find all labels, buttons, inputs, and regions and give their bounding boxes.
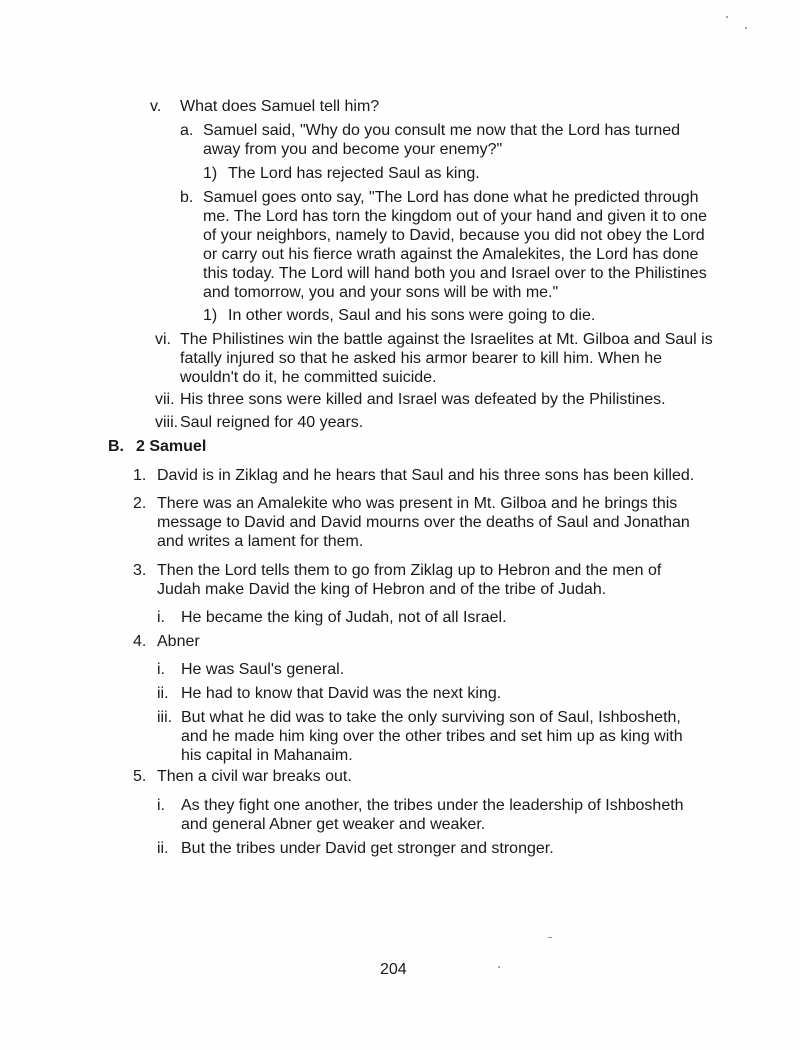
list-item-4-ii (157, 684, 697, 703)
page-number: 204 (380, 961, 407, 978)
list-text: His three sons were killed and Israel was defeated by the Philistines. (180, 391, 666, 408)
scan-speck (745, 27, 747, 29)
list-text: Then the Lord tells them to go from Ziklag up to Hebron and the men of Judah make David the king of Hebron and of the tribe of Judah. (157, 562, 662, 598)
section-heading-2-samuel (108, 437, 206, 456)
list-item-vi (155, 330, 715, 387)
list-text: But what he did was to take the only surviving son of Saul, Ishbosheth, and he made him king over the other tribes and set him up as king with his capital in Mahanaim. (181, 709, 683, 764)
list-text: Abner (157, 633, 200, 650)
list-marker: 1) (203, 307, 218, 324)
list-item-a-1 (203, 164, 713, 183)
list-text: David is in Ziklag and he hears that Saul and his three sons has been killed. (157, 467, 695, 484)
list-marker: 4. (133, 633, 147, 650)
list-item-2 (133, 494, 703, 551)
list-marker: ii. (157, 840, 169, 857)
list-marker: vi. (155, 331, 171, 348)
list-text: Samuel said, "Why do you consult me now that the Lord has turned away from you and become your enemy?" (203, 122, 681, 158)
list-item-v (150, 97, 710, 116)
list-text: He had to know that David was the next king. (181, 685, 502, 702)
list-item-3-i (157, 608, 697, 627)
list-marker: ii. (157, 685, 169, 702)
list-marker: b. (180, 189, 194, 206)
list-item-4 (133, 632, 698, 651)
list-marker: 2. (133, 495, 147, 512)
list-text: He became the king of Judah, not of all Israel. (181, 609, 507, 626)
list-marker: iii. (157, 709, 173, 726)
list-text: The Lord has rejected Saul as king. (228, 165, 480, 182)
list-marker: 1) (203, 165, 218, 182)
scan-speck (726, 16, 728, 18)
list-item-vii (155, 390, 715, 409)
list-marker: i. (157, 661, 165, 678)
list-text: But the tribes under David get stronger and stronger. (181, 840, 554, 857)
list-text: There was an Amalekite who was present in Mt. Gilboa and he brings this message to David and David mourns over the deaths of Saul and Jonathan and writes a lament for them. (157, 495, 690, 550)
section-marker: B. (108, 438, 124, 455)
list-text: Samuel goes onto say, "The Lord has done what he predicted through me. The Lord has torn the kingdom out of your hand and given it to one of your neighbors, namely to David, because you did not obey the Lord or carry out his fierce wrath against the Amalekites, the Lord has done this today. The Lord will hand both you and Israel over to the Philistines and tomorrow, you and your sons will be with me." (203, 189, 708, 301)
list-marker: 5. (133, 768, 147, 785)
list-text: In other words, Saul and his sons were going to die. (228, 307, 596, 324)
scan-speck (548, 937, 552, 938)
list-item-a (180, 121, 720, 159)
section-title: 2 Samuel (136, 438, 207, 455)
list-marker: i. (157, 797, 165, 814)
list-text: The Philistines win the battle against the Israelites at Mt. Gilboa and Saul is fatally injured so that he asked his armor bearer to kill him. When he wouldn't do it, he committed suicide. (180, 331, 713, 386)
list-marker: a. (180, 122, 194, 139)
list-item-5-i (157, 796, 697, 834)
list-text: Then a civil war breaks out. (157, 768, 352, 785)
list-item-b-1 (203, 306, 713, 325)
list-text: What does Samuel tell him? (180, 98, 380, 115)
list-text: As they fight one another, the tribes under the leadership of Ishbosheth and general Abner get weaker and weaker. (181, 797, 684, 833)
list-text: Saul reigned for 40 years. (180, 414, 364, 431)
list-item-5-ii (157, 839, 697, 858)
list-marker: viii. (155, 414, 179, 431)
list-text: He was Saul's general. (181, 661, 345, 678)
list-marker: v. (150, 98, 162, 115)
list-item-b (180, 188, 710, 302)
list-item-5 (133, 767, 698, 786)
list-marker: 3. (133, 562, 147, 579)
list-item-4-iii (157, 708, 702, 765)
list-item-3 (133, 561, 698, 599)
list-item-1 (133, 466, 723, 485)
list-marker: i. (157, 609, 165, 626)
list-item-4-i (157, 660, 697, 679)
list-marker: vii. (155, 391, 175, 408)
list-marker: 1. (133, 467, 147, 484)
list-item-viii (155, 413, 715, 432)
scan-speck (498, 966, 500, 968)
